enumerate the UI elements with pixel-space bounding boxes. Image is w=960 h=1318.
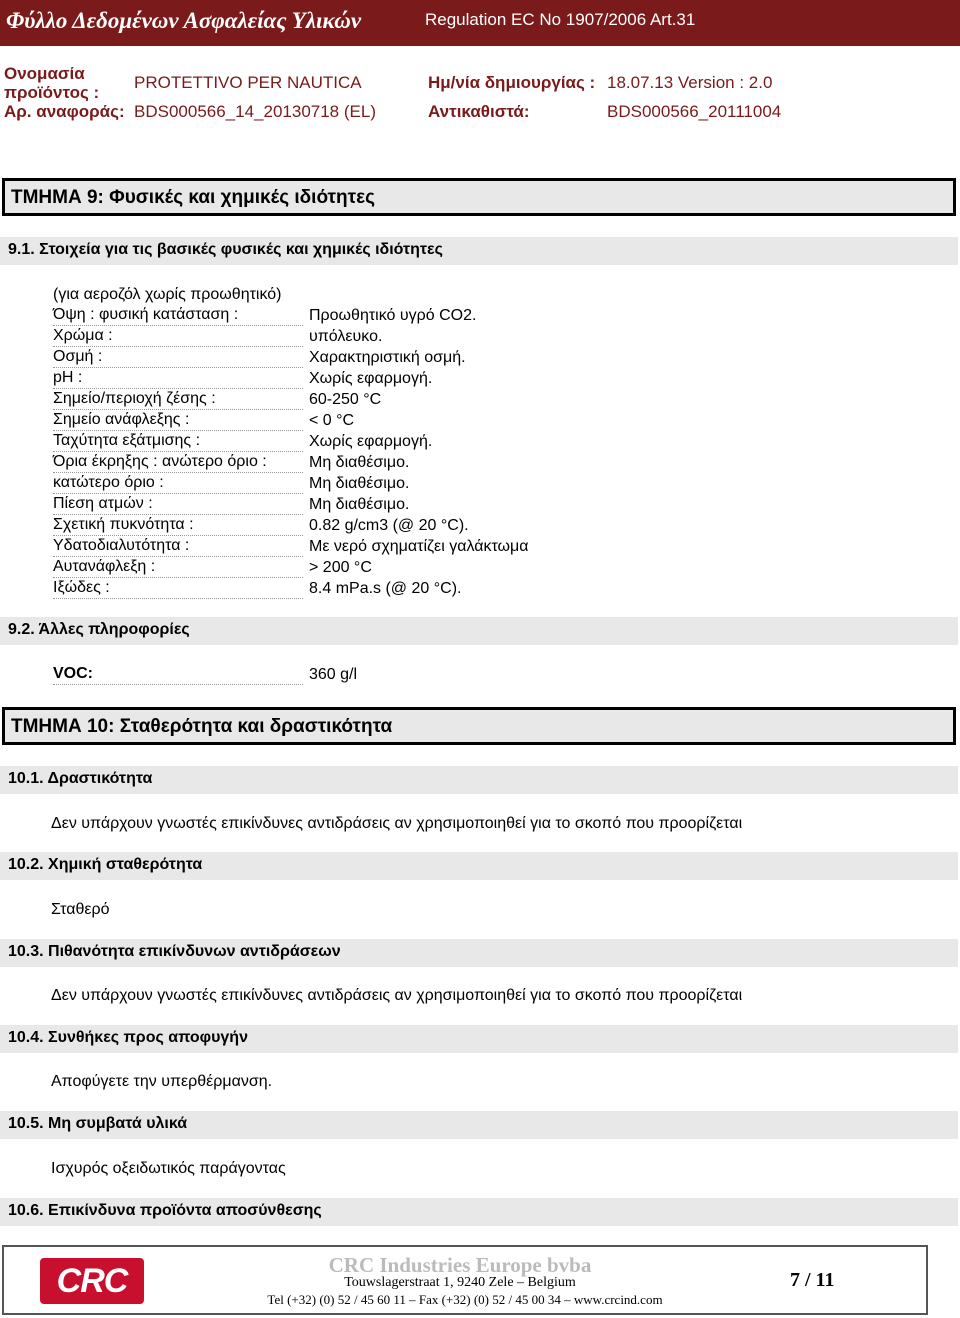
subsection-10-4-title: 10.4. Συνθήκες προς αποφυγήν: [8, 1029, 248, 1046]
property-label: κατώτερο όριο :: [53, 474, 303, 494]
property-label: Σημείο/περιοχή ζέσης :: [53, 390, 303, 410]
subsection-10-3: [0, 939, 958, 967]
company-contact: Tel (+32) (0) 52 / 45 60 11 – Fax (+32) (0) 52 / 45 00 34 – www.crcind.com: [267, 1292, 663, 1307]
product-name-label-2: προϊόντος :: [4, 83, 100, 102]
reactivity-text: Δεν υπάρχουν γνωστές επικίνδυνες αντιδράσεις αν χρησιμοποιηθεί για το σκοπό που προορίζεται: [51, 815, 743, 832]
stability-text: Σταθερό: [51, 901, 110, 918]
section-10-title: ΤΜΗΜΑ 10: Σταθερότητα και δραστικότητα: [11, 716, 393, 737]
property-label: Οσμή :: [53, 348, 303, 368]
property-label: Όρια έκρηξης : ανώτερο όριο :: [53, 453, 303, 473]
incompatible-materials-text: Ισχυρός οξειδωτικός παράγοντας: [51, 1160, 286, 1177]
subsection-9-2-title: 9.2. Άλλες πληροφορίες: [8, 621, 190, 638]
company-name: CRC Industries Europe bvba: [328, 1253, 592, 1277]
property-value: Με νερό σχηματίζει γαλάκτωμα: [309, 538, 529, 555]
property-value: Μη διαθέσιμο.: [309, 454, 410, 471]
property-label: Χρώμα :: [53, 327, 303, 347]
regulation-text: Regulation EC No 1907/2006 Art.31: [425, 10, 696, 29]
crc-logo-text: CRC: [56, 1262, 128, 1300]
subsection-10-3-title: 10.3. Πιθανότητα επικίνδυνων αντιδράσεων: [8, 943, 341, 960]
property-value: Χωρίς εφαρμογή.: [309, 433, 433, 450]
property-value: Χωρίς εφαρμογή.: [309, 370, 433, 387]
property-value: Μη διαθέσιμο.: [309, 475, 410, 492]
subsection-10-2: [0, 852, 958, 880]
product-name: PROTETTIVO PER NAUTICA: [134, 73, 362, 92]
section-10-header: [2, 707, 956, 745]
subsection-10-1-title: 10.1. Δραστικότητα: [8, 770, 153, 787]
property-label: Ταχύτητα εξάτμισης :: [53, 432, 303, 452]
subsection-10-2-title: 10.2. Χημική σταθερότητα: [8, 856, 203, 873]
property-label: Ιξώδες :: [53, 579, 303, 599]
property-value: Μη διαθέσιμο.: [309, 496, 410, 513]
subsection-10-1: [0, 766, 958, 794]
property-value: υπόλευκο.: [309, 328, 383, 345]
property-label: Σχετική πυκνότητα :: [53, 516, 303, 536]
subsection-10-6: [0, 1198, 958, 1226]
voc-label: VOC:: [53, 665, 303, 685]
section-9-title: ΤΜΗΜΑ 9: Φυσικές και χημικές ιδιότητες: [11, 187, 376, 208]
property-label: pH :: [53, 369, 303, 389]
section-9-header: [2, 178, 956, 216]
subsection-9-1-title: 9.1. Στοιχεία για τις βασικές φυσικές και χημικές ιδιότητες: [8, 241, 443, 258]
property-value: Προωθητικό υγρό CO2.: [309, 307, 477, 324]
subsection-9-1: [0, 237, 958, 265]
document-title: Φύλλο Δεδομένων Ασφαλείας Υλικών: [6, 8, 362, 33]
subsection-10-4: [0, 1025, 958, 1053]
property-label: Πίεση ατμών :: [53, 495, 303, 515]
replaces-value: BDS000566_20111004: [607, 102, 782, 121]
hazardous-reactions-text: Δεν υπάρχουν γνωστές επικίνδυνες αντιδράσεις αν χρησιμοποιηθεί για το σκοπό που προορίζεται: [51, 987, 743, 1004]
property-value: 0.82 g/cm3 (@ 20 °C).: [309, 517, 469, 534]
voc-value: 360 g/l: [309, 666, 358, 683]
subsection-10-5: [0, 1111, 958, 1139]
date-value: 18.07.13 Version : 2.0: [607, 73, 773, 92]
replaces-label: Αντικαθιστά:: [428, 102, 530, 121]
conditions-avoid-text: Αποφύγετε την υπερθέρμανση.: [51, 1073, 273, 1090]
property-value: Χαρακτηριστική οσμή.: [309, 349, 466, 366]
date-label: Ημ/νία δημιουργίας :: [428, 73, 596, 92]
page-number: 7 / 11: [790, 1269, 835, 1291]
ref-label: Αρ. αναφοράς:: [4, 102, 125, 121]
property-label: Αυτανάφλεξη :: [53, 558, 303, 578]
ref-value: BDS000566_14_20130718 (EL): [134, 102, 376, 121]
subsection-9-2: [0, 617, 958, 645]
property-value: < 0 °C: [309, 412, 355, 429]
property-value: > 200 °C: [309, 559, 372, 576]
subsection-10-5-title: 10.5. Μη συμβατά υλικά: [8, 1115, 188, 1132]
company-address: Touwslagerstraat 1, 9240 Zele – Belgium: [344, 1275, 576, 1290]
aerosol-note: (για αεροζόλ χωρίς προωθητικό): [53, 286, 282, 303]
property-label: Υδατοδιαλυτότητα :: [53, 537, 303, 557]
property-label: Όψη : φυσική κατάσταση :: [53, 306, 303, 326]
property-label: Σημείο ανάφλεξης :: [53, 411, 303, 431]
subsection-10-6-title: 10.6. Επικίνδυνα προϊόντα αποσύνθεσης: [8, 1202, 322, 1219]
product-name-label-1: Ονομασία: [4, 64, 85, 83]
property-value: 8.4 mPa.s (@ 20 °C).: [309, 580, 462, 597]
property-value: 60-250 °C: [309, 391, 382, 408]
